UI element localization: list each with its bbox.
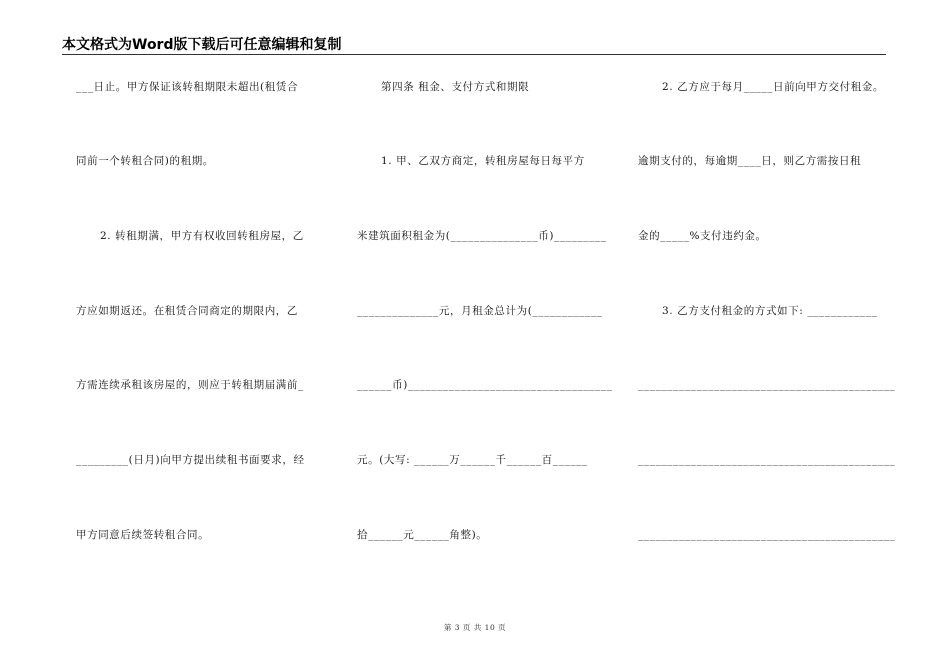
text-column-3 [638,0,896,672]
column-line: 拾______元______角整)。 [357,529,488,541]
column-line: 1. 甲、乙双方商定，转租房屋每日每平方 [381,155,585,167]
column-line: 元。(大写: ______万______千______百______ [357,454,588,466]
column-line: ______币)___________________________________ [357,379,613,391]
column-line: 逾期支付的，每逾期____日，则乙方需按日租 [638,155,862,167]
column-line: 第四条 租金、支付方式和期限 [381,81,530,93]
column-line: _________(日月)向甲方提出续租书面要求，经 [76,454,305,466]
text-column-2 [357,0,613,672]
column-line: 甲方同意后续签转租合同。 [76,529,210,541]
column-line: 米建筑面积租金为(_______________币)_________ [357,230,607,242]
column-line: ____________________________________________ [638,529,896,541]
column-line: ___日止。甲方保证该转租期限未超出(租赁合 [76,81,299,93]
column-line: 方应如期返还。在租赁合同商定的期限内，乙 [76,305,298,317]
header-title: 本文格式为Word版下载后可任意编辑和复制 [62,37,342,53]
text-column-1 [76,0,326,672]
column-line: 3. 乙方支付租金的方式如下: ____________ [662,305,878,317]
column-line: 同前一个转租合同)的租期。 [76,155,214,167]
page-number-footer: 第 3 页 共 10 页 [443,623,507,632]
column-line: ____________________________________________ [638,379,896,391]
column-line: ______________元，月租金总计为(____________ [357,305,603,317]
column-line: 2. 乙方应于每月_____日前向甲方交付租金。 [662,81,885,93]
column-line: ____________________________________________ [638,454,896,466]
column-line: 方需连续承租该房屋的，则应于转租期届满前_ [76,379,304,391]
column-line: 2. 转租期满，甲方有权收回转租房屋，乙 [100,230,304,242]
column-line: 金的_____%支付违约金。 [638,230,767,242]
